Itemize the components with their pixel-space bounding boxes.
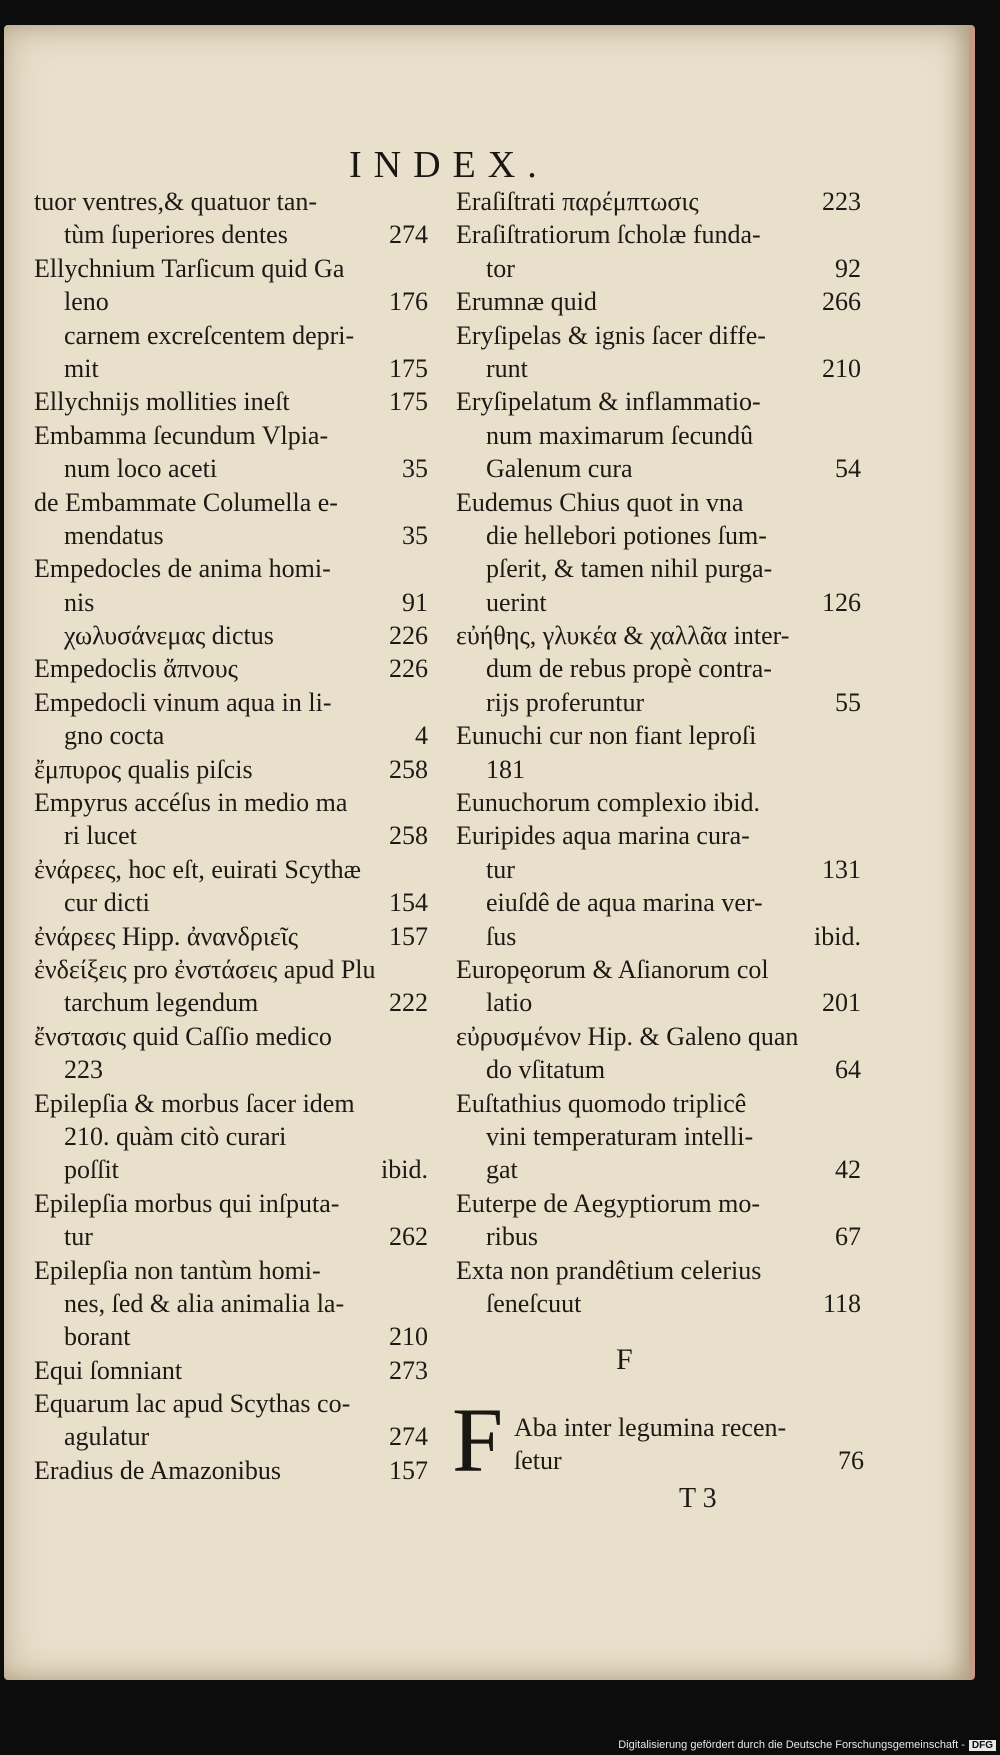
index-entry [456,586,861,619]
index-entry [34,1120,428,1153]
entry-page [853,1254,861,1287]
entry-text: tuor ventres,& quatuor tan- [34,187,318,216]
index-entry [456,1220,861,1253]
entry-page: 67 [835,1222,861,1252]
entry-text: Europęorum & Aſianorum col [456,954,769,984]
entry-page [853,619,861,652]
entry-text: Empyrus accéſus in medio ma [34,788,348,818]
index-entry [456,185,861,218]
entry-page: 223 [822,187,861,216]
index-entry [34,352,428,385]
entry-text: Galenum cura [486,454,633,484]
index-entry [514,1446,864,1476]
entry-page [853,1087,861,1120]
entry-text: Equi ſomniant [34,1355,183,1385]
entry-page [420,1053,428,1086]
entry-text: ἐνδείξεις pro ἐνστάσεις apud Plu [34,954,376,984]
index-entry [34,1454,428,1487]
entry-page: 258 [389,754,428,784]
index-entry [456,385,861,418]
entry-page [853,519,861,552]
entry-page [420,1087,428,1120]
entry-text: Epilepſia & morbus ſacer idem [34,1088,355,1118]
entry-text: Ellychnium Tarſicum quid Ga [34,253,345,283]
entry-page: 226 [389,621,428,651]
entry-page: 92 [835,253,861,283]
entry-text: Eunuchi cur non fiant leproſi [456,721,757,751]
entry-text: Erumnæ quid [456,287,597,317]
entry-page [853,652,861,685]
entry-text: ἔμπυρος qualis piſcis [34,754,253,784]
entry-page [853,819,861,852]
entry-text: Eunuchorum complexio ibid. [456,788,761,818]
entry-page: 42 [835,1155,861,1185]
entry-page [853,319,861,352]
entry-page: 274 [389,1422,428,1452]
entry-text: ri lucet [64,821,137,851]
entry-page [853,218,861,251]
entry-text: agulatur [64,1422,150,1452]
entry-page [853,552,861,585]
entry-page: 35 [402,520,428,550]
entry-page [853,786,861,819]
entry-text: pſerit, & tamen nihil purga- [486,554,773,584]
index-entry [456,1187,861,1220]
entry-page: 64 [835,1055,861,1085]
entry-page: 91 [402,587,428,617]
entry-text: tor [486,253,515,283]
index-entry [34,719,428,752]
entry-page: 76 [838,1446,864,1475]
index-entry [456,1120,861,1153]
entry-text: borant [64,1322,131,1352]
entry-page: ibid. [814,921,861,951]
index-entry [34,385,428,418]
entry-text: latio [486,988,533,1018]
entry-text: do vſitatum [486,1055,606,1085]
entry-text: tur [64,1222,93,1252]
entry-text: Exta non prandêtium celerius [456,1255,762,1285]
entry-text: εὐήθης, γλυκέα & χαλλᾶα inter- [456,621,790,651]
entry-page: 54 [835,454,861,484]
entry-text: num maximarum ſecundû [486,420,754,450]
entry-text: Eraſiſtratiorum ſcholæ funda- [456,220,761,250]
entry-text: nis [64,587,95,617]
index-entry [456,218,861,251]
entry-page [420,486,428,519]
entry-page: 154 [389,888,428,918]
entry-text: Aba inter legumina recen- [514,1413,787,1442]
entry-text: nes, ſed & alia animalia la- [64,1288,345,1318]
index-entry [456,953,861,986]
index-entry [456,853,861,886]
entry-text: die hellebori potiones ſum- [486,520,767,550]
index-entry [456,352,861,385]
index-entry [456,686,861,719]
entry-text: mit [64,353,99,383]
entry-text: tùm ſuperiores dentes [64,220,288,250]
index-entry [456,619,861,652]
index-entry [34,786,428,819]
entry-page [420,686,428,719]
entry-text: ſus [486,921,517,951]
entry-text: εὐρυσμένον Hip. & Galeno quan [456,1021,799,1051]
entry-text: rijs proferuntur [486,687,645,717]
entry-text: cur dicti [64,888,150,918]
entry-page [420,786,428,819]
entry-text: tarchum legendum [64,988,259,1018]
section-letter: F [616,1343,633,1376]
index-entry [456,1153,861,1186]
index-entry [34,1254,428,1287]
entry-text: poſſit [64,1155,119,1185]
entry-text: Eradius de Amazonibus [34,1455,281,1485]
entry-text: Epilepſia morbus qui inſputa- [34,1188,340,1218]
index-entry [34,1387,428,1420]
index-entry [34,1153,428,1186]
entry-page: 258 [389,821,428,851]
entry-text: χωλυσάνεμας dictus [64,621,274,651]
entry-text: ſeneſcuut [486,1288,582,1318]
index-entry [34,252,428,285]
entry-text: num loco aceti [64,454,218,484]
index-entry [456,1254,861,1287]
index-entry [34,519,428,552]
entry-text: carnem excreſcentem depri- [64,320,355,350]
entry-page [420,252,428,285]
entry-page: 118 [822,1288,861,1318]
index-entry [34,419,428,452]
entry-text: Eudemus Chius quot in vna [456,487,744,517]
index-entry [34,452,428,485]
index-entry [456,753,861,786]
index-entry [456,1087,861,1120]
entry-text: de Embammate Columella e- [34,487,338,517]
index-entry [456,920,861,953]
index-entry [34,853,428,886]
entry-page [853,753,861,786]
index-entry [34,819,428,852]
entry-page [420,1020,428,1053]
entry-text: Empedocles de anima homi- [34,554,331,584]
entry-text: tur [486,854,515,884]
entry-page [853,1120,861,1153]
entry-page [853,486,861,519]
index-column-left [34,185,428,1487]
entry-page: 176 [389,287,428,317]
entry-page: ibid. [381,1155,428,1185]
entry-page [420,185,428,218]
index-entry [456,319,861,352]
index-entry [514,1413,864,1443]
entry-text: Embamma ſecundum Vlpia- [34,420,329,450]
entry-text: 181 [486,754,525,784]
signature-mark: T 3 [679,1483,717,1514]
index-entry [34,1354,428,1387]
entry-page: 273 [389,1355,428,1385]
index-entry [456,452,861,485]
entry-text: Empedoclis ἄπνους [34,654,238,684]
footer-text: Digitalisierung gefördert durch die Deutsche Forschungsgemeinschaft - [618,1739,965,1751]
index-entry [456,652,861,685]
drop-cap: F [452,1389,504,1491]
entry-page [420,419,428,452]
entry-text: Eraſiſtrati παρέμπτωσις [456,187,699,216]
index-entry [34,185,428,218]
index-entry [34,319,428,352]
entry-page: 126 [822,587,861,617]
index-entry [456,786,861,819]
entry-text: 223 [64,1055,103,1085]
entry-page: 201 [822,988,861,1018]
entry-text: ἐνάρεες, hoc eſt, euirati Scythæ [34,854,361,884]
entry-page: 175 [389,387,428,417]
entry-text: Eryſipelas & ignis ſacer diffe- [456,320,766,350]
index-entry [34,1087,428,1120]
index-entry [34,586,428,619]
index-entry [34,886,428,919]
index-entry [34,953,428,986]
entry-page [420,1187,428,1220]
entry-text: ribus [486,1222,538,1252]
entry-page: 274 [389,220,428,250]
entry-text: ſetur [514,1446,562,1475]
entry-page [420,319,428,352]
index-entry [456,419,861,452]
index-entry [34,285,428,318]
entry-text: ἐνάρεες Hipp. ἀνανδριεῖς [34,921,299,951]
entry-page [420,1287,428,1320]
index-entry [456,552,861,585]
entry-page: 210 [389,1322,428,1352]
entry-text: ἔνστασις quid Caſſio medico [34,1021,332,1051]
entry-page: 55 [835,687,861,717]
entry-page: 157 [389,921,428,951]
index-entry [34,1187,428,1220]
entry-text: uerint [486,587,547,617]
index-entry [34,1287,428,1320]
index-entry [456,519,861,552]
entry-text: Equarum lac apud Scythas co- [34,1389,351,1419]
index-column-right [456,185,861,1320]
entry-text: Euterpe de Aegyptiorum mo- [456,1188,760,1218]
index-entry [456,886,861,919]
entry-page [420,853,428,886]
index-entry [34,1220,428,1253]
entry-page: 226 [389,654,428,684]
entry-page: 4 [415,721,428,751]
index-entry [34,1420,428,1453]
entry-page: 262 [389,1222,428,1252]
entry-page [853,719,861,752]
index-entry [34,986,428,1019]
index-entry [456,719,861,752]
index-entry [456,486,861,519]
book-page [4,25,975,1680]
entry-page: 35 [402,454,428,484]
entry-page [853,953,861,986]
index-entry [34,652,428,685]
entry-page [853,1020,861,1053]
entry-text: Empedocli vinum aqua in li- [34,687,332,717]
entry-text: runt [486,353,528,383]
entry-page [853,385,861,418]
index-entry [34,1320,428,1353]
entry-text: Euſtathius quomodo triplicê [456,1088,747,1118]
entry-page: 222 [389,988,428,1018]
index-entry [456,1020,861,1053]
entry-text: eiuſdê de aqua marina ver- [486,888,763,918]
dfg-logo: DFG [969,1740,996,1751]
entry-text: Epilepſia non tantùm homi- [34,1255,321,1285]
index-entry [34,920,428,953]
index-entry [34,753,428,786]
entry-page [420,1254,428,1287]
entry-text: vini temperaturam intelli- [486,1121,754,1151]
entry-text: leno [64,287,109,317]
index-entry [34,686,428,719]
index-entry [34,619,428,652]
entry-text: Eryſipelatum & inflammatio- [456,387,761,417]
entry-page: 266 [822,287,861,317]
entry-text: gat [486,1155,518,1185]
index-entry [456,1287,861,1320]
entry-page [420,552,428,585]
entry-page [420,1120,428,1153]
index-entry [456,252,861,285]
index-entry [456,819,861,852]
entry-page: 210 [822,353,861,383]
entry-text: Ellychnijs mollities ineſt [34,387,290,417]
entry-page [420,1387,428,1420]
index-entry [456,986,861,1019]
index-entry [456,1053,861,1086]
entry-text: Euripides aqua marina cura- [456,821,750,851]
entry-page: 131 [822,854,861,884]
entry-page: 175 [389,353,428,383]
index-entry [456,285,861,318]
entry-text: gno cocta [64,721,165,751]
index-entry [34,1020,428,1053]
entry-text: 210. quàm citò curari [64,1121,287,1151]
entry-page [853,886,861,919]
footer-credit [618,1739,996,1751]
entry-text: dum de rebus propè contra- [486,654,772,684]
page-header: INDEX. [349,144,549,186]
entry-page: 157 [389,1455,428,1485]
index-entry [34,218,428,251]
entry-page [853,419,861,452]
entry-page [420,953,428,986]
index-entry [34,486,428,519]
entry-text: mendatus [64,520,164,550]
entry-page [853,1187,861,1220]
index-entry [34,1053,428,1086]
index-entry [34,552,428,585]
